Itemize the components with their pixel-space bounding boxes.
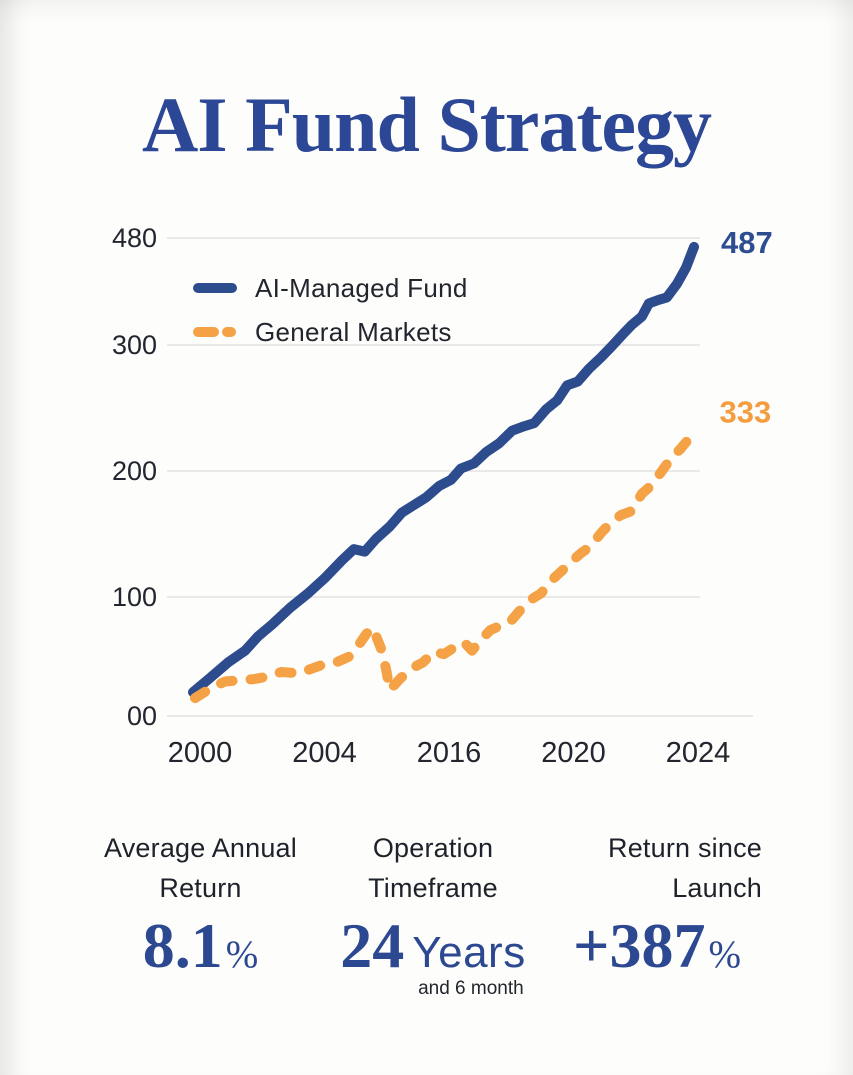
stat-value: [338, 910, 528, 1001]
stat-operation-timeframe: [338, 828, 528, 1001]
stat-unit-wrap: [412, 928, 526, 1001]
stat-label-line2: Launch: [672, 873, 762, 903]
page-title: AI Fund Strategy: [141, 81, 712, 169]
stat-number: 8.1: [142, 910, 223, 981]
y-tick-label: 200: [111, 456, 157, 486]
x-tick-label: 2016: [416, 737, 482, 769]
y-tick-label: 00: [126, 701, 157, 731]
legend-label-ai-managed-fund: AI-Managed Fund: [255, 273, 468, 303]
stat-number: +387: [573, 910, 706, 981]
stat-label: [338, 828, 528, 908]
series-general-markets: [195, 435, 693, 699]
stat-label: [548, 828, 766, 908]
y-tick-label: 300: [111, 330, 157, 360]
stat-return-since-launch: [548, 828, 766, 1001]
stat-number: 24: [340, 910, 405, 981]
x-tick-label: 2020: [541, 737, 606, 769]
stat-label-line2: Return: [159, 873, 242, 903]
stat-unit: Years: [412, 928, 526, 977]
stats-row: [88, 828, 768, 1001]
stat-label-line1: Operation: [372, 833, 494, 863]
stat-average-annual-return: [88, 828, 313, 1001]
series-end-label: 487: [721, 224, 773, 260]
x-tick-label: 2024: [665, 737, 731, 769]
y-tick-label: 100: [111, 582, 157, 612]
stat-percent-sign: %: [225, 933, 259, 976]
stat-label-line2: Timeframe: [368, 873, 498, 903]
legend-label-general-markets: General Markets: [255, 317, 452, 347]
stat-label-line1: Return since: [608, 833, 762, 863]
series-ai-managed-fund: [193, 247, 694, 692]
stat-label: [88, 828, 313, 908]
x-tick-label: 2004: [292, 737, 357, 769]
stat-value: [548, 910, 766, 981]
stat-value: [88, 910, 313, 981]
x-tick-label: 2000: [167, 737, 233, 769]
stat-label-line1: Average Annual: [104, 833, 297, 863]
stat-percent-sign: %: [708, 933, 741, 976]
y-tick-label: 480: [111, 223, 157, 253]
stat-note: and 6 month: [418, 978, 524, 999]
series-end-label: 333: [719, 394, 772, 430]
fund-chart: [0, 200, 853, 785]
